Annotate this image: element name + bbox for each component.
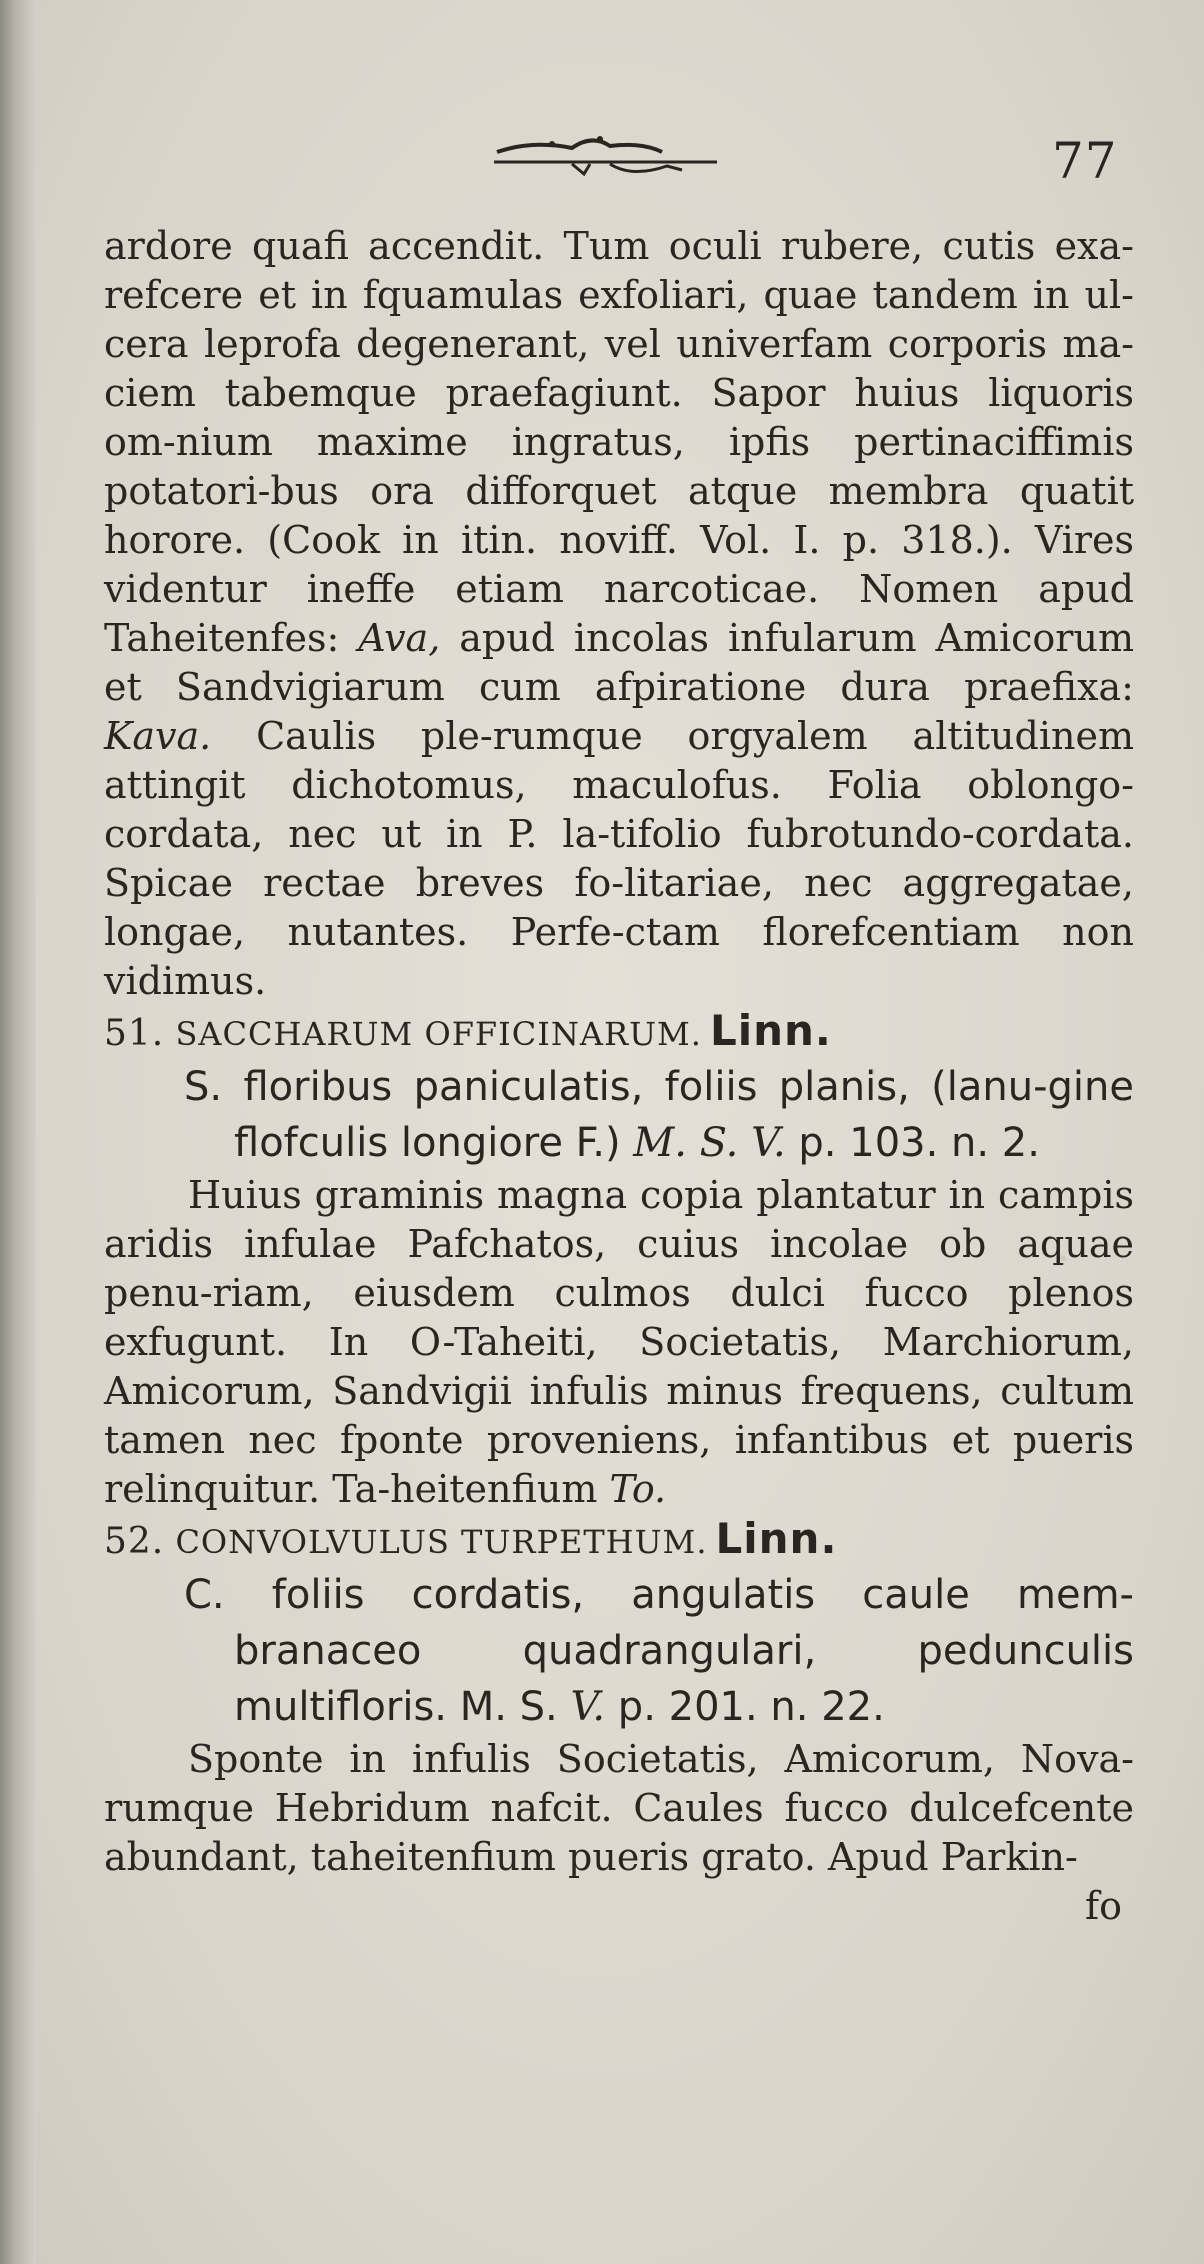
page-binding-shadow xyxy=(0,0,36,2264)
entry-heading xyxy=(104,1006,1134,1059)
catchword: fo xyxy=(1085,1884,1122,1928)
native-name-ava: Ava, xyxy=(358,616,441,660)
paragraph xyxy=(104,1171,1134,1514)
species-name: CONVOLVULUS TURPETHUM. xyxy=(175,1523,708,1561)
paragraph-text: ardore quafi accendit. Tum oculi rubere, cutis exa-refcere et in fquamulas exfoliari, quae tandem in ul-cera leprofa degenerant, vel univerfam corporis ma-ciem tabemque praefagiunt. Sapor huius liquoris om-nium maxime ingratus, ipfis pertinaciffimis potatori-bus ora difforquet atque membra quatit horore. (Cook in itin. noviff. Vol. I. p. 318.). Vires videntur ineffe etiam narcoticae. Nomen apud Taheitenfes: xyxy=(104,224,1134,660)
diagnosis-text: S. floribus paniculatis, foliis planis, (lanu-gine flofculis longiore F.) xyxy=(184,1064,1134,1166)
diagnosis-reference: M. S. V. xyxy=(633,1120,786,1166)
entry-number: 52. xyxy=(104,1521,165,1562)
page-body xyxy=(104,222,1134,1931)
paragraph-text: Caulis ple-rumque orgyalem altitudinem attingit dichotomus, maculofus. Folia oblongo-cordata, nec ut in P. la-tifolio fubrotundo-cordata. Spicae rectae breves fo-litariae, nec aggregatae, longae, nutantes. Perfe-ctam florefcentiam non vidimus. xyxy=(104,714,1134,1003)
paragraph xyxy=(104,1735,1134,1882)
page-header xyxy=(0,122,1204,192)
diagnosis-page: p. 103. n. 2. xyxy=(785,1120,1040,1166)
ornament-icon xyxy=(492,130,722,180)
page-number: 77 xyxy=(1052,132,1118,190)
diagnosis-page: p. 201. n. 22. xyxy=(605,1684,885,1730)
diagnosis-text: C. foliis cordatis, angulatis caule mem-branaceo quadrangulari, pedunculis multifloris. M. S. xyxy=(184,1572,1134,1730)
entry-number: 51. xyxy=(104,1013,165,1054)
species-name: SACCHARUM OFFICINARUM. xyxy=(175,1015,702,1053)
authority: Linn. xyxy=(709,1006,832,1055)
entry-heading xyxy=(104,1514,1134,1567)
diagnosis xyxy=(104,1567,1134,1735)
paragraph-text: apud incolas infularum Amicorum et Sandvigiarum cum afpiratione dura praefixa: xyxy=(104,616,1134,709)
native-name-kava: Kava. xyxy=(104,714,212,758)
paragraph xyxy=(104,222,1134,1006)
authority: Linn. xyxy=(715,1514,838,1563)
diagnosis xyxy=(104,1059,1134,1171)
paragraph-text: Sponte in infulis Societatis, Amicorum, Nova-rumque Hebridum nafcit. Caules fucco dulcefcente abundant, taheitenfium pueris grato. Apud Parkin- xyxy=(104,1737,1134,1879)
native-name-to: To. xyxy=(609,1467,667,1511)
diagnosis-reference: V. xyxy=(570,1684,606,1730)
paragraph-text: Huius graminis magna copia plantatur in campis aridis infulae Pafchatos, cuius incolae ob aquae penu-riam, eiusdem culmos dulci fucco plenos exfugunt. In O-Taheiti, Societatis, Marchiorum, Amicorum, Sandvigii infulis minus frequens, cultum tamen nec fponte proveniens, infantibus et pueris relinquitur. Ta-heitenfium xyxy=(104,1173,1134,1511)
